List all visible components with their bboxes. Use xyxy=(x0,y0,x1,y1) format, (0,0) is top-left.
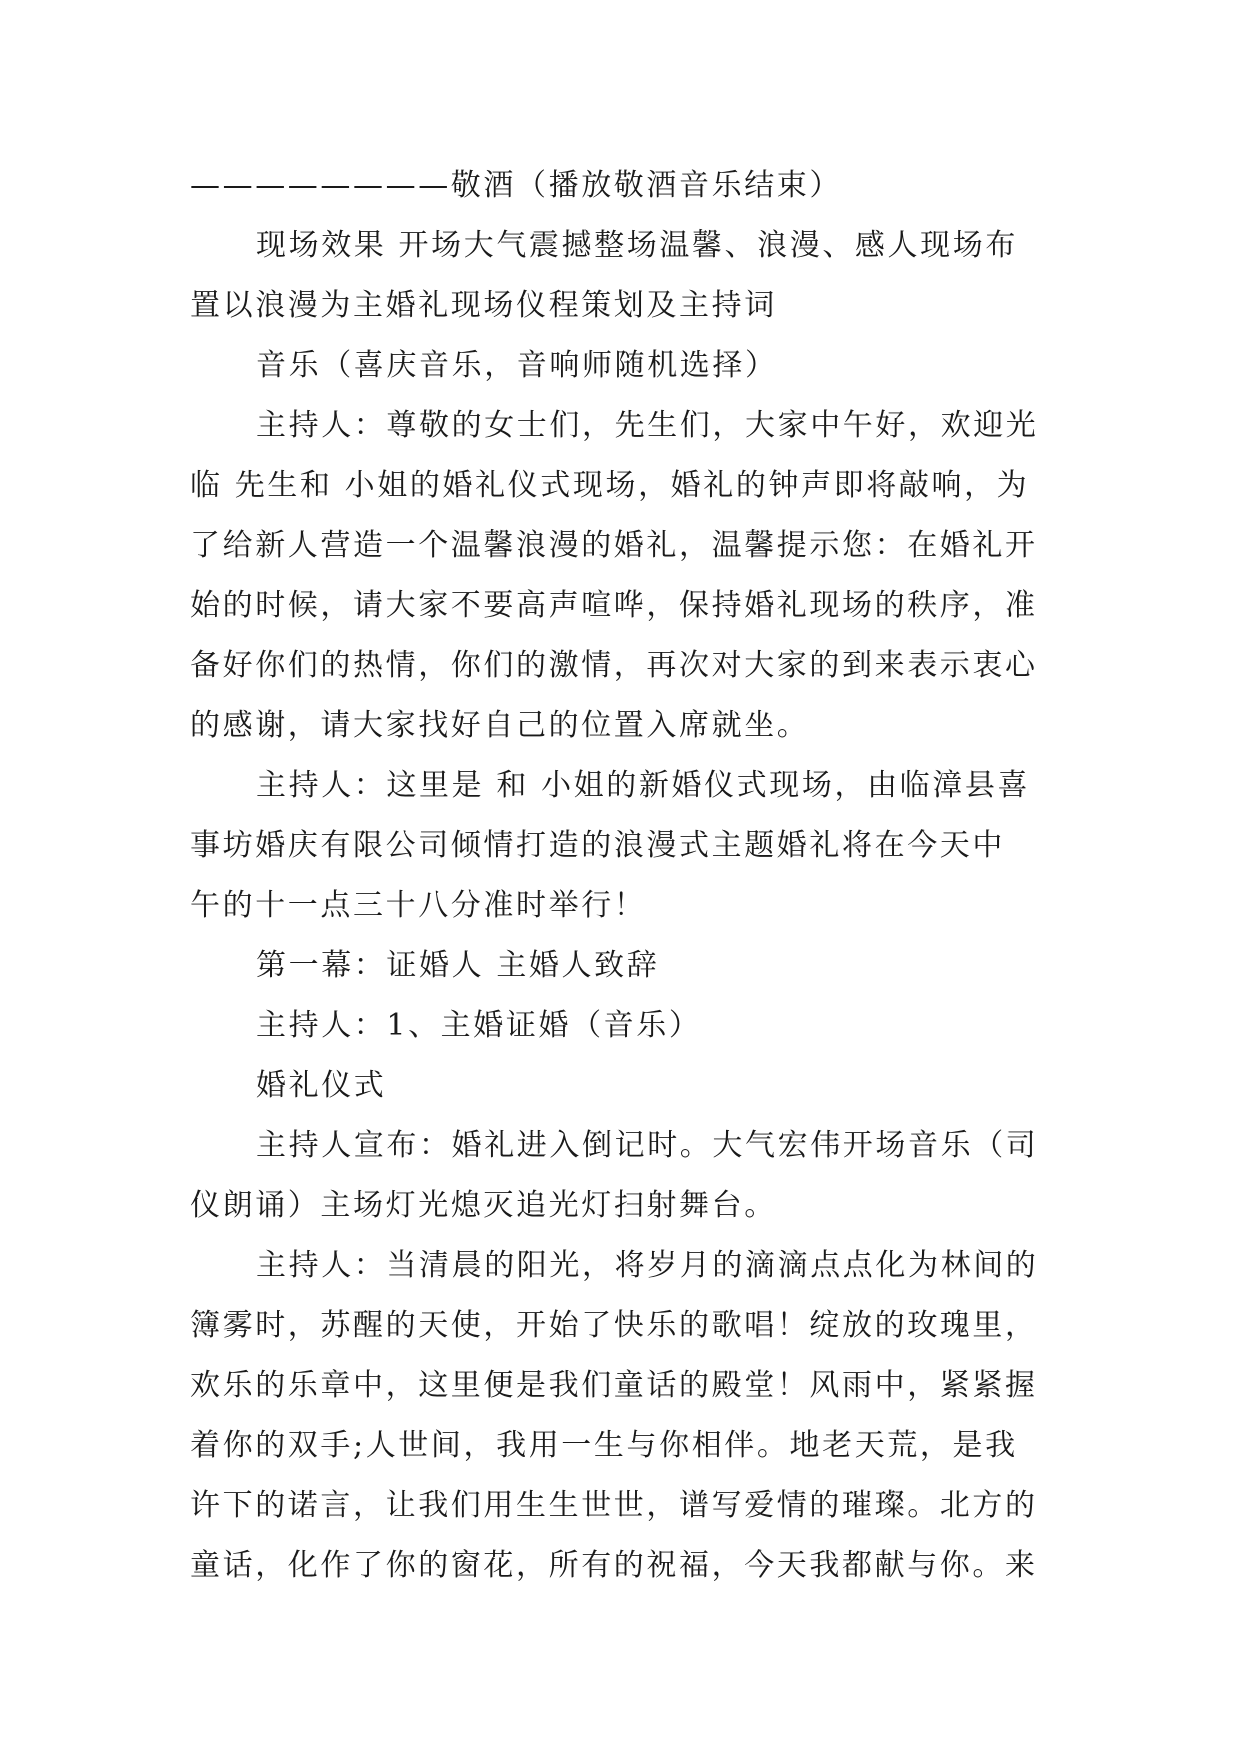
text-line: 簿雾时，苏醒的天使，开始了快乐的歌唱！绽放的玫瑰里， xyxy=(190,1308,1038,1343)
text-line: 了给新人营造一个温馨浪漫的婚礼，温馨提示您：在婚礼开 xyxy=(190,528,1038,563)
text-line: 第一幕：证婚人 主婚人致辞 xyxy=(256,948,660,983)
text-line: 事坊婚庆有限公司倾情打造的浪漫式主题婚礼将在今天中 xyxy=(190,828,1005,863)
document-body xyxy=(190,156,1050,1596)
text-line: 的感谢，请大家找好自己的位置入席就坐。 xyxy=(190,708,810,743)
paragraph-scene-effect xyxy=(190,216,1050,336)
text-line: 童话，化作了你的窗花，所有的祝福，今天我都献与你。来 xyxy=(190,1548,1038,1583)
text-line: 着你的双手;人世间，我用一生与你相伴。地老天荒，是我 xyxy=(190,1428,1018,1463)
text-line: ————————敬酒（播放敬酒音乐结束） xyxy=(190,168,842,203)
paragraph-host-venue xyxy=(190,756,1050,936)
paragraph-host-officiate xyxy=(190,996,1050,1056)
text-line: 许下的诺言，让我们用生生世世，谱写爱情的璀璨。北方的 xyxy=(190,1488,1038,1523)
text-line: 置以浪漫为主婚礼现场仪程策划及主持词 xyxy=(190,288,777,323)
text-line: 临 先生和 小姐的婚礼仪式现场，婚礼的钟声即将敲响，为 xyxy=(190,468,1030,503)
text-line: 主持人：这里是 和 小姐的新婚仪式现场，由临漳县喜 xyxy=(256,768,1031,803)
text-line: 主持人：尊敬的女士们，先生们，大家中午好，欢迎光 xyxy=(256,408,1039,443)
text-line: 音乐（喜庆音乐，音响师随机选择） xyxy=(256,348,778,383)
paragraph-ceremony xyxy=(190,1056,1050,1116)
paragraph-host-poem xyxy=(190,1236,1050,1596)
text-line: 午的十一点三十八分准时举行！ xyxy=(190,888,647,923)
text-line: 欢乐的乐章中，这里便是我们童话的殿堂！风雨中，紧紧握 xyxy=(190,1368,1038,1403)
text-line: 仪朗诵）主场灯光熄灭追光灯扫射舞台。 xyxy=(190,1188,777,1223)
text-line: 主持人宣布：婚礼进入倒记时。大气宏伟开场音乐（司 xyxy=(256,1128,1039,1163)
paragraph-music xyxy=(190,336,1050,396)
text-line: 主持人：当清晨的阳光，将岁月的滴滴点点化为林间的 xyxy=(256,1248,1039,1283)
text-line: 现场效果 开场大气震撼整场温馨、浪漫、感人现场布 xyxy=(256,228,1018,263)
text-line: 备好你们的热情，你们的激情，再次对大家的到来表示衷心 xyxy=(190,648,1038,683)
paragraph-toast xyxy=(190,156,1050,216)
text-line: 主持人：1、主婚证婚（音乐） xyxy=(256,1008,702,1043)
text-line: 婚礼仪式 xyxy=(256,1068,387,1103)
paragraph-host-announce xyxy=(190,1116,1050,1236)
paragraph-host-welcome xyxy=(190,396,1050,756)
paragraph-act-one xyxy=(190,936,1050,996)
text-line: 始的时候，请大家不要高声喧哗，保持婚礼现场的秩序，准 xyxy=(190,588,1038,623)
